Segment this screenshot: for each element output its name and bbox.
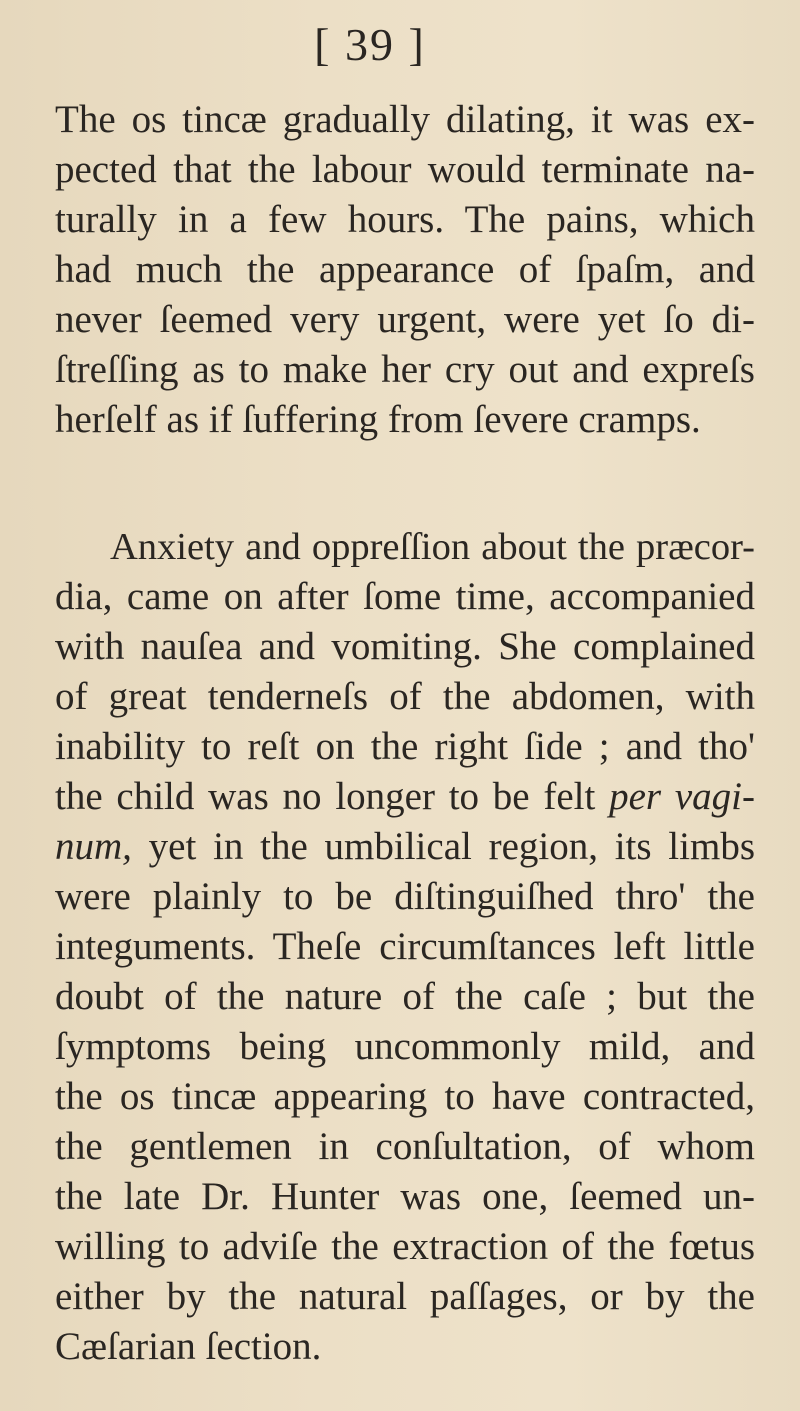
text-line: Anxiety and oppreſſion about the præcor- <box>110 526 755 568</box>
text-line: dia, came on after ſome time, accompanied <box>55 575 755 618</box>
text-line: either by the natural paſſages, or by the <box>55 1275 755 1318</box>
text-line-with-italic <box>55 772 755 822</box>
text-segment: the child was no longer to be felt <box>55 775 610 818</box>
text-line: turally in a few hours. The pains, which <box>55 198 755 241</box>
text-line: never ſeemed very urgent, were yet ſo di- <box>55 298 755 341</box>
text-line: the os tincæ appearing to have contracted, <box>55 1075 755 1118</box>
italic-latin-text: per vagi- <box>609 775 755 818</box>
body-text <box>55 95 755 1372</box>
text-line: The os tincæ gradually dilating, it was ex- <box>55 98 755 141</box>
text-line: with nauſea and vomiting. She complained <box>55 625 755 668</box>
text-segment: yet in the umbilical region, its limbs <box>131 825 755 868</box>
text-line: the gentlemen in conſultation, of whom <box>55 1125 755 1168</box>
text-line: willing to adviſe the extraction of the fœtus <box>55 1225 755 1268</box>
text-line-with-italic <box>55 822 755 872</box>
text-line: were plainly to be diſtinguiſhed thro' the <box>55 875 755 918</box>
text-line: pected that the labour would terminate na- <box>55 148 755 191</box>
paragraph-gap <box>55 445 755 522</box>
text-line: ſtreſſing as to make her cry out and expreſs <box>55 348 755 391</box>
italic-latin-text: num, <box>55 825 132 868</box>
text-line: integuments. Theſe circumſtances left little <box>55 925 755 968</box>
text-line: herſelf as if ſuffering from ſevere cramps. <box>55 398 701 441</box>
text-line: Cæſarian ſection. <box>55 1325 322 1368</box>
text-line: doubt of the nature of the caſe ; but the <box>55 975 755 1018</box>
text-line: inability to reſt on the right ſide ; and tho' <box>55 725 755 768</box>
text-line: ſymptoms being uncommonly mild, and <box>55 1025 755 1068</box>
text-line: had much the appearance of ſpaſm, and <box>55 248 755 291</box>
text-line: of great tenderneſs of the abdomen, with <box>55 675 755 718</box>
page-number-header: [ 39 ] <box>314 19 426 70</box>
text-line: the late Dr. Hunter was one, ſeemed un- <box>55 1175 755 1218</box>
